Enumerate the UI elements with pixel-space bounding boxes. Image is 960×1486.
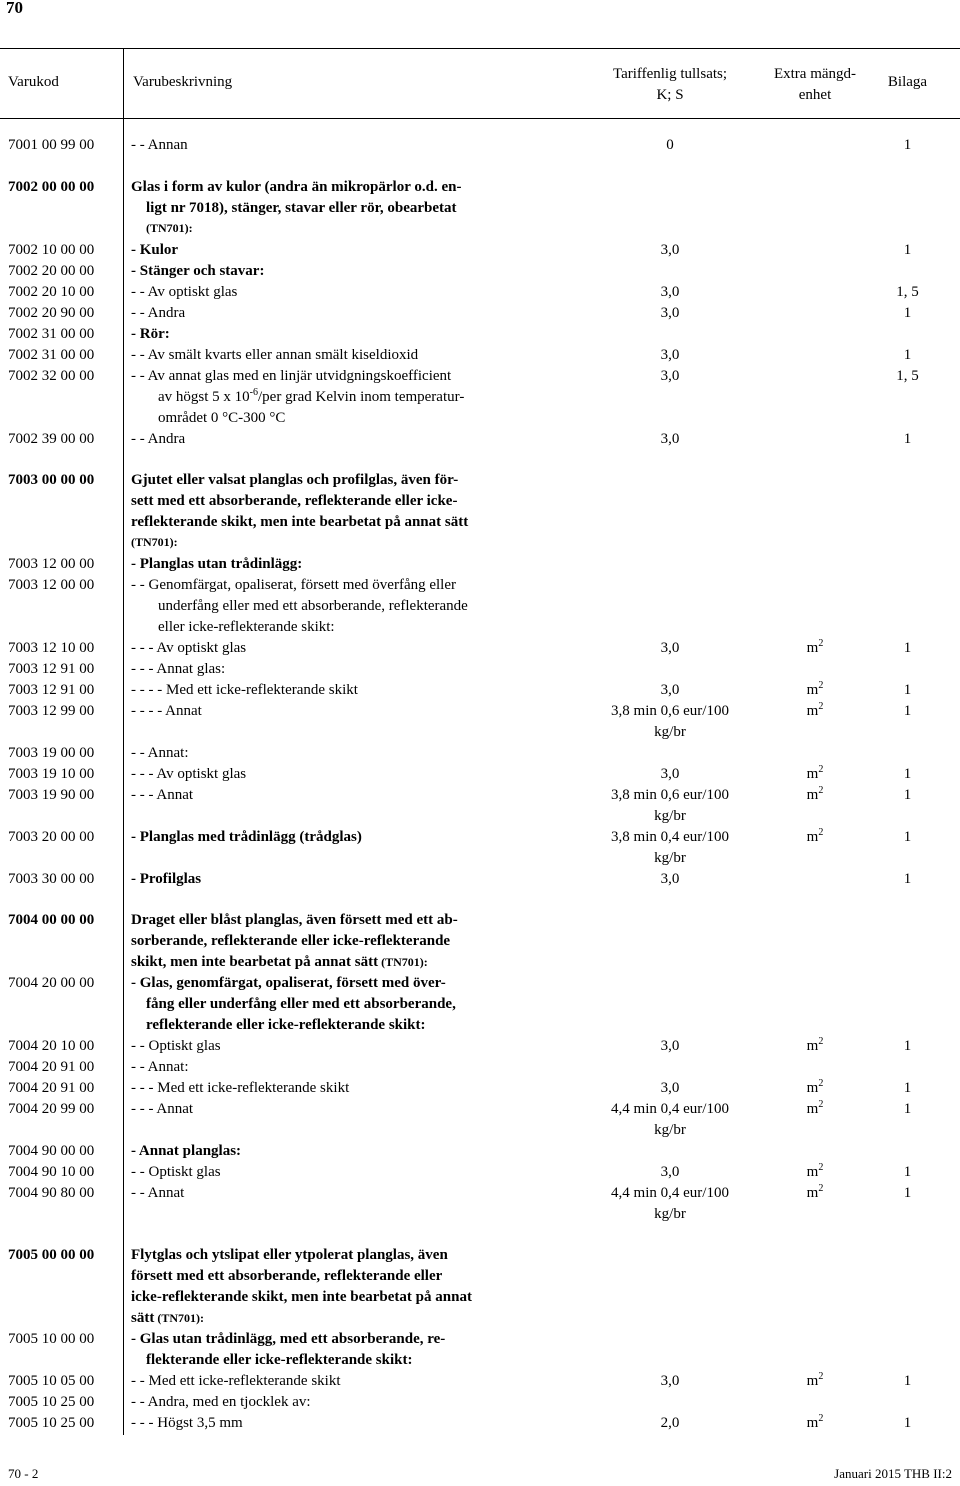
row-description: eller icke-reflekterande skikt:: [158, 619, 335, 635]
row-rate: 3,0: [660, 242, 680, 258]
row-rate: 3,0: [660, 347, 680, 363]
row-description: Gjutet eller valsat planglas och profilglas, även för-: [131, 472, 459, 488]
row-rate: 3,0: [660, 1038, 680, 1054]
row-bilaga: 1: [903, 829, 912, 845]
row-unit: $m^2$: [806, 1162, 824, 1180]
row-code: 7004 90 00 00: [8, 1143, 95, 1159]
row-description: - - Andra: [131, 305, 186, 321]
row-description: - - - - Annat: [131, 703, 202, 719]
superscript: -6: [249, 387, 259, 398]
row-bilaga: 1, 5: [896, 368, 919, 384]
row-code: 7002 10 00 00: [8, 242, 95, 258]
row-code: 7003 19 00 00: [8, 745, 95, 761]
row-rate: kg/br: [654, 724, 686, 740]
row-code: 7003 12 00 00: [8, 577, 95, 593]
row-description: - Stänger och stavar:: [131, 263, 265, 279]
header-varukod: Varukod: [8, 74, 59, 90]
row-bilaga: 1: [903, 242, 912, 258]
row-rate: 3,8 min 0,6 eur/100: [611, 703, 729, 719]
row-description: området 0 °C-300 °C: [158, 410, 286, 426]
page-number: 70: [6, 0, 23, 17]
row-rate: 3,0: [660, 284, 680, 300]
row-description: - Kulor: [131, 242, 179, 258]
row-description: - Planglas med trådinlägg (trådglas): [131, 829, 362, 845]
row-description: - - Annat:: [131, 1059, 189, 1075]
row-description: - - Andra, med en tjocklek av:: [131, 1394, 311, 1410]
row-description: - - - Av optiskt glas: [131, 640, 247, 656]
row-bilaga: 1: [903, 1185, 912, 1201]
row-code: 7004 20 00 00: [8, 975, 95, 991]
row-code: 7005 10 25 00: [8, 1394, 95, 1410]
row-bilaga: 1: [903, 682, 912, 698]
row-description: - - Med ett icke-reflekterande skikt: [131, 1373, 341, 1389]
row-description: - - Optiskt glas: [131, 1038, 221, 1054]
row-code: 7004 20 10 00: [8, 1038, 95, 1054]
row-code: 7002 20 00 00: [8, 263, 95, 279]
row-unit: $m^2$: [806, 701, 824, 719]
tn-reference: (TN701):: [154, 1311, 204, 1325]
row-code: 7002 20 10 00: [8, 284, 95, 300]
row-unit: $m^2$: [806, 1036, 824, 1054]
row-description: - - - Annat: [131, 787, 194, 803]
row-code: 7004 00 00 00: [8, 912, 95, 928]
row-rate: 3,0: [660, 368, 680, 384]
row-rate: 3,0: [660, 1080, 680, 1096]
row-unit: $m^2$: [806, 785, 824, 803]
row-code: 7005 00 00 00: [8, 1247, 95, 1263]
row-code: 7005 10 00 00: [8, 1331, 95, 1347]
row-description: Glas i form av kulor (andra än mikropärlor o.d. en-: [131, 179, 462, 195]
row-description: - - - Med ett icke-reflekterande skikt: [131, 1080, 350, 1096]
row-rate: 3,0: [660, 305, 680, 321]
tn-reference: (TN701):: [378, 955, 428, 969]
row-unit: $m^2$: [806, 764, 824, 782]
row-bilaga: 1: [903, 640, 912, 656]
row-code: 7004 90 10 00: [8, 1164, 95, 1180]
row-bilaga: 1: [903, 1415, 912, 1431]
row-rate: 3,0: [660, 431, 680, 447]
row-rate: 0: [666, 137, 674, 153]
row-description: - Profilglas: [131, 871, 202, 887]
row-description: av högst 5 x $10^{-6}$/per grad Kelvin inom temperatur-: [158, 387, 465, 405]
row-rate: 4,4 min 0,4 eur/100: [611, 1185, 729, 1201]
row-description: (TN701):: [146, 221, 193, 235]
row-unit: $m^2$: [806, 1371, 824, 1389]
row-code: 7003 12 00 00: [8, 556, 95, 572]
row-description: Flytglas och ytslipat eller ytpolerat planglas, även: [131, 1247, 448, 1263]
row-unit: $m^2$: [806, 1078, 824, 1096]
row-description: flekterande eller icke-reflekterande skikt:: [146, 1352, 413, 1368]
row-rate: 3,0: [660, 871, 680, 887]
row-bilaga: 1: [903, 347, 912, 363]
row-rate: 3,8 min 0,4 eur/100: [611, 829, 729, 845]
row-code: 7005 10 25 00: [8, 1415, 95, 1431]
row-description: - Planglas utan trådinlägg:: [131, 556, 303, 572]
row-code: 7005 10 05 00: [8, 1373, 95, 1389]
row-bilaga: 1: [903, 787, 912, 803]
header-bilaga: Bilaga: [887, 74, 928, 90]
row-unit: $m^2$: [806, 1413, 824, 1431]
row-code: 7003 30 00 00: [8, 871, 95, 887]
row-unit: $m^2$: [806, 680, 824, 698]
row-description: sätt (TN701):: [131, 1310, 204, 1326]
row-rate: kg/br: [654, 808, 686, 824]
row-rate: kg/br: [654, 1122, 686, 1138]
footer-page: 70 - 2: [8, 1466, 39, 1481]
row-rate: 4,4 min 0,4 eur/100: [611, 1101, 729, 1117]
row-unit: $m^2$: [806, 1099, 824, 1117]
row-unit: $m^2$: [806, 1183, 824, 1201]
footer-edition: Januari 2015 THB II:2: [834, 1466, 952, 1481]
row-description: - - - Högst 3,5 mm: [131, 1415, 243, 1431]
row-bilaga: 1: [903, 871, 912, 887]
row-description: - Glas, genomfärgat, opaliserat, försett med över-: [131, 975, 446, 991]
row-description: - - Av smält kvarts eller annan smält kiseldioxid: [131, 347, 419, 363]
row-description: - - - Av optiskt glas: [131, 766, 247, 782]
row-rate: 3,0: [660, 766, 680, 782]
row-description: sett med ett absorberande, reflekterande eller icke-: [131, 493, 458, 509]
row-description: - - Av annat glas med en linjär utvidgningskoefficient: [131, 368, 452, 384]
row-code: 7004 20 91 00: [8, 1059, 95, 1075]
row-code: 7003 12 91 00: [8, 682, 95, 698]
row-bilaga: 1: [903, 1101, 912, 1117]
row-unit: $m^2$: [806, 638, 824, 656]
row-description: - Annat planglas:: [131, 1143, 242, 1159]
row-rate: 3,8 min 0,6 eur/100: [611, 787, 729, 803]
row-description: - Rör:: [131, 326, 170, 342]
row-code: 7003 00 00 00: [8, 472, 95, 488]
row-description: Draget eller blåst planglas, även försett med ett ab-: [131, 912, 458, 928]
row-unit: $m^2$: [806, 827, 824, 845]
row-rate: 3,0: [660, 1373, 680, 1389]
row-description: ligt nr 7018), stänger, stavar eller rör, obearbetat: [146, 200, 457, 216]
row-rate: kg/br: [654, 850, 686, 866]
row-code: 7001 00 99 00: [8, 137, 95, 153]
row-description: - - Andra: [131, 431, 186, 447]
row-description: - - Av optiskt glas: [131, 284, 238, 300]
row-description: reflekterande eller icke-reflekterande skikt:: [146, 1017, 426, 1033]
row-description: - - Annat:: [131, 745, 189, 761]
row-rate: 3,0: [660, 1164, 680, 1180]
row-code: 7004 20 99 00: [8, 1101, 95, 1117]
row-description: - - - Annat: [131, 1101, 194, 1117]
row-bilaga: 1: [903, 431, 912, 447]
row-description: skikt, men inte bearbetat på annat sätt (TN701):: [131, 954, 428, 970]
row-bilaga: 1: [903, 703, 912, 719]
row-bilaga: 1: [903, 1164, 912, 1180]
row-description: - Glas utan trådinlägg, med ett absorberande, re-: [131, 1331, 446, 1347]
row-bilaga: 1: [903, 1373, 912, 1389]
row-bilaga: 1: [903, 1038, 912, 1054]
row-description: sorberande, reflekterande eller icke-reflekterande: [131, 933, 451, 949]
header-bottom-rule: [0, 118, 960, 119]
row-code: 7002 32 00 00: [8, 368, 95, 384]
row-bilaga: 1, 5: [896, 284, 919, 300]
row-description: - - Annan: [131, 137, 188, 153]
header-top-rule: [0, 48, 960, 49]
row-description: fång eller underfång eller med ett absorberande,: [146, 996, 456, 1012]
row-code: 7004 90 80 00: [8, 1185, 95, 1201]
header-extra-mangdenhet: Extra mängd- enhet: [773, 66, 857, 103]
row-code: 7002 00 00 00: [8, 179, 95, 195]
row-code: 7002 20 90 00: [8, 305, 95, 321]
row-code: 7003 12 91 00: [8, 661, 95, 677]
row-description: (TN701):: [131, 535, 178, 549]
row-rate: 2,0: [660, 1415, 680, 1431]
row-bilaga: 1: [903, 305, 912, 321]
row-description: - - - Annat glas:: [131, 661, 226, 677]
row-description: icke-reflekterande skikt, men inte bearbetat på annat: [131, 1289, 472, 1305]
column-divider: [123, 48, 124, 1435]
row-code: 7003 19 90 00: [8, 787, 95, 803]
row-code: 7004 20 91 00: [8, 1080, 95, 1096]
row-description: - - Annat: [131, 1185, 185, 1201]
row-rate: kg/br: [654, 1206, 686, 1222]
row-description: reflekterande skikt, men inte bearbetat på annat sätt: [131, 514, 469, 530]
row-description: underfång eller med ett absorberande, reflekterande: [158, 598, 468, 614]
row-code: 7003 19 10 00: [8, 766, 95, 782]
row-description: - - Genomfärgat, opaliserat, försett med överfång eller: [131, 577, 457, 593]
row-description: - - Optiskt glas: [131, 1164, 221, 1180]
row-description: försett med ett absorberande, reflekterande eller: [131, 1268, 443, 1284]
header-tullsats: Tariffenlig tullsats; K; S: [612, 66, 728, 103]
row-bilaga: 1: [903, 1080, 912, 1096]
row-rate: 3,0: [660, 682, 680, 698]
row-code: 7003 12 99 00: [8, 703, 95, 719]
row-code: 7003 12 10 00: [8, 640, 95, 656]
row-code: 7002 31 00 00: [8, 326, 95, 342]
row-code: 7002 31 00 00: [8, 347, 95, 363]
row-code: 7002 39 00 00: [8, 431, 95, 447]
row-rate: 3,0: [660, 640, 680, 656]
row-bilaga: 1: [903, 766, 912, 782]
row-description: - - - - Med ett icke-reflekterande skikt: [131, 682, 358, 698]
header-varubeskrivning: Varubeskrivning: [133, 74, 233, 90]
row-bilaga: 1: [903, 137, 912, 153]
row-code: 7003 20 00 00: [8, 829, 95, 845]
